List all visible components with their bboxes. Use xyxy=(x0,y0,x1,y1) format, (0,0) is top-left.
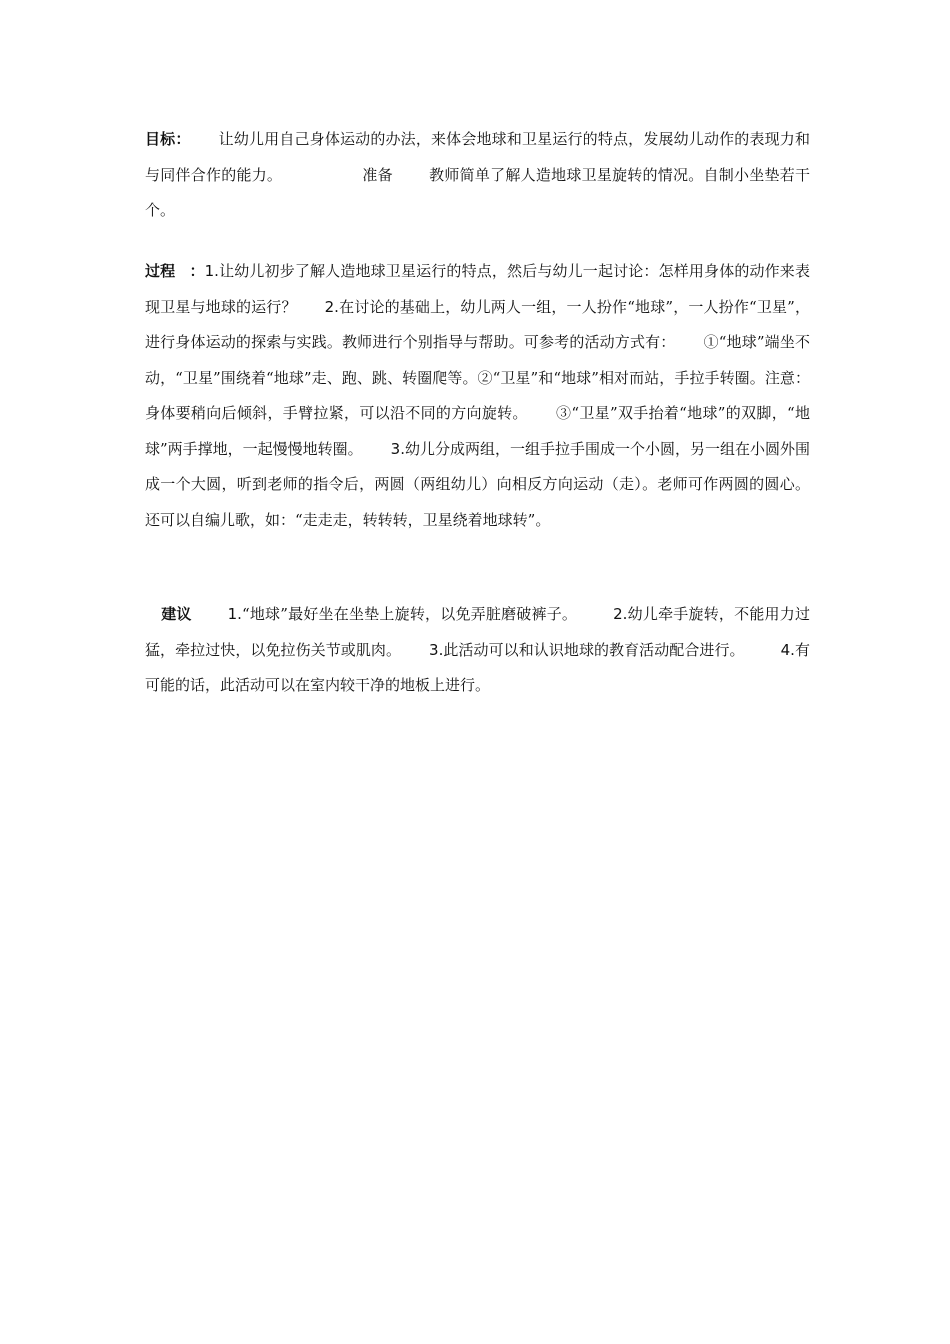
suggestion-2-text: 幼儿牵手旋转，不能用力过猛，牵拉过快，以免拉伤关节或肌肉。 xyxy=(145,605,810,659)
prep-label: 准备 xyxy=(362,165,393,184)
process-step-2-number: 2. xyxy=(324,297,339,316)
suggestion-label: 建议 xyxy=(161,605,192,623)
process-step-1-text: 让幼儿初步了解人造地球卫星运行的特点，然后与幼儿一起讨论：怎样用身体的动作来表现卫星与地球的运行？ xyxy=(145,262,810,316)
suggestion-4-text: 有可能的话，此活动可以在室内较干净的地板上进行。 xyxy=(145,640,810,694)
goal-text: 让幼儿用自己身体运动的办法，来体会地球和卫星运行的特点，发展幼儿动作的表现力和与同伴合作的能力。 xyxy=(145,130,810,184)
process-option-3: ③“卫星”双手抬着“地球”的双脚，“地球”两手撑地，一起慢慢地转圈。 xyxy=(145,404,810,458)
process-paragraph xyxy=(145,254,810,538)
process-label: 过程 xyxy=(145,262,176,280)
suggestion-3-number: 3. xyxy=(429,640,444,659)
process-colon: ： xyxy=(189,262,205,280)
suggestion-2-number: 2. xyxy=(613,605,628,623)
suggestion-paragraph xyxy=(145,597,810,704)
suggestion-1-text: “地球”最好坐在坐垫上旋转，以免弄脏磨破裤子。 xyxy=(241,605,578,623)
suggestion-1-number: 1. xyxy=(227,605,242,623)
process-step-1-number: 1. xyxy=(204,262,219,280)
prep-text: 教师简单了解人造地球卫星旋转的情况。自制小坐垫若干个。 xyxy=(145,165,810,219)
suggestion-3-text: 此活动可以和认识地球的教育活动配合进行。 xyxy=(443,640,745,659)
process-step-3-number: 3. xyxy=(390,439,405,458)
process-step-3-text: 幼儿分成两组，一组手拉手围成一个小圆，另一组在小圆外围成一个大圆，听到老师的指令后，两圆（两组幼儿）向相反方向运动（走）。老师可作两圆的圆心。还可以自编儿歌，如：“走走走，转转转，卫星绕着地球转”。 xyxy=(145,439,810,529)
process-option-2: ②“卫星”和“地球”相对而站，手拉手转圈。注意：身体要稍向后倾斜，手臂拉紧，可以沿不同的方向旋转。 xyxy=(145,368,810,422)
goal-paragraph xyxy=(145,122,810,229)
process-step-2-text: 在讨论的基础上，幼儿两人一组，一人扮作“地球”，一人扮作“卫星”，进行身体运动的探索与实践。教师进行个别指导与帮助。可参考的活动方式有： xyxy=(145,297,810,351)
suggestion-4-number: 4. xyxy=(780,640,795,659)
process-option-1: ①“地球”端坐不动，“卫星”围绕着“地球”走、跑、跳、转圈爬等。 xyxy=(145,333,810,387)
goal-label: 目标： xyxy=(145,130,191,148)
